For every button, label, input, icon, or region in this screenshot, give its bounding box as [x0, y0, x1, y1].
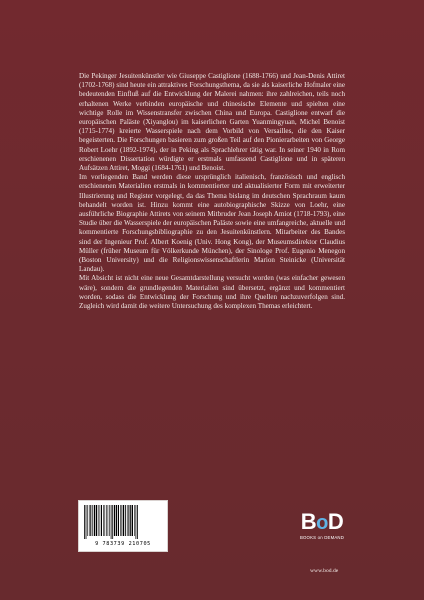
barcode-bar — [103, 505, 104, 536]
barcode-bar — [116, 505, 117, 536]
barcode-bar — [114, 505, 115, 536]
barcode-bar — [130, 505, 131, 536]
barcode-bar — [137, 505, 138, 539]
barcode-bar — [127, 505, 128, 536]
barcode-bar — [94, 505, 95, 536]
blurb-paragraph-2: Im vorliegenden Band werden diese ursprünglich italienisch, französisch und englisch erschienenen Materialien erstmals in kommentierter und aktualisierter Form mit erweiterter Illustrierung und Register vorgelegt, da das Thema bislang im deutschen Sprachraum kaum behandelt worden ist. Hinzu kommt eine autobiographische Skizze von Loehr, eine ausführliche Biographie Attirets von seinem Mitbruder Jean Joseph Amiot (1718-1793), eine Studie über die Wasserspiele der europäischen Paläste sowie eine umfangreiche, aktuelle und kommentierte Forschungsbibliographie zu den Jesuitenkünstlern. Mitarbeiter des Bandes sind der Ingenieur Prof. Albert Koenig (Univ. Hong Kong), der Museumsdirektor Claudius Müller (früher Museum für Völkerkunde München), der Sinologe Prof. Eugenio Menegon (Boston University) und die Religionswissenschaftlerin Marion Steinicke (Universität Landau). — [79, 173, 345, 274]
barcode-bar — [122, 505, 123, 536]
cover-blurb — [79, 72, 345, 311]
barcode-bar — [125, 505, 126, 536]
bod-logo-mark — [300, 508, 344, 534]
barcode-bar — [90, 505, 91, 536]
barcode-bar — [111, 505, 112, 539]
isbn-barcode — [78, 500, 168, 552]
barcode-bar — [108, 505, 109, 536]
barcode-bar — [118, 505, 119, 536]
barcode-bar — [128, 505, 129, 536]
barcode-bar — [100, 505, 101, 536]
barcode-bar — [84, 505, 85, 539]
bod-logo-d: D — [327, 508, 344, 534]
barcode-bars — [83, 505, 163, 539]
barcode-bar — [105, 505, 106, 536]
barcode-bar — [136, 505, 137, 539]
bod-logo-b: B — [300, 508, 317, 534]
barcode-bar — [106, 505, 107, 536]
barcode-digits: 9 783739 210705 — [95, 541, 151, 547]
barcode-bar — [112, 505, 113, 539]
barcode-bar — [98, 505, 99, 536]
barcode-bar — [87, 505, 88, 536]
barcode-bar — [132, 505, 133, 536]
bod-tagline: BOOKS on DEMAND — [299, 534, 345, 540]
barcode-bar — [123, 505, 124, 536]
barcode-bar — [86, 505, 87, 539]
bod-logo-o: o — [316, 511, 328, 534]
barcode-bar — [120, 505, 121, 536]
blurb-paragraph-3: Mit Absicht ist nicht eine neue Gesamtdarstellung versucht worden (was einfacher gewesen wäre), sondern die grundlegenden Materialien sind übersetzt, ergänzt und kommentiert worden, sodass die Entwicklung der Forschung und ihre Quellen nachzuverfolgen sind. Zugleich wird damit die weitere Untersuchung des komplexen Themas erleichtert. — [79, 274, 345, 311]
barcode-bar — [101, 505, 102, 536]
barcode-bar — [96, 505, 97, 536]
barcode-bar — [109, 505, 110, 536]
barcode-bar — [89, 505, 90, 536]
barcode-bar — [92, 505, 93, 536]
bod-publisher-logo — [298, 506, 346, 544]
blurb-paragraph-1: Die Pekinger Jesuitenkünstler wie Giuseppe Castiglione (1688-1766) und Jean-Denis Attiret (1702-1768) sind heute ein attraktives Forschungsthema, da sie als kaiserliche Hofmaler eine bedeutenden Einfluß auf die Entwicklung der Malerei nahmen: ihre zahlreichen, teils noch erhaltenen Werke verbinden europäische und chinesische Elemente und spielten eine wichtige Rolle im Wissenstransfer zwischen China und Europa. Castiglione entwarf die europäischen Paläste (Xiyanglou) im kaiserlichen Garten Yuanmingyuan, Michel Benoist (1715-1774) kreierte Wasserspiele nach dem Vorbild von Versailles, die den Kaiser begeisterten. Die Forschungen basieren zum großen Teil auf den Pionierarbeiten von George Robert Loehr (1892-1974), der in Peking als Sprachlehrer tätig war. In seiner 1940 in Rom erschienenen Dissertation würdigte er erstmals umfassend Castiglione und in späteren Aufsätzen Attiret, Moggi (1684-1761) und Benoist. — [79, 72, 345, 173]
barcode-bar — [134, 505, 135, 536]
publisher-url: www.bod.de — [310, 568, 339, 574]
